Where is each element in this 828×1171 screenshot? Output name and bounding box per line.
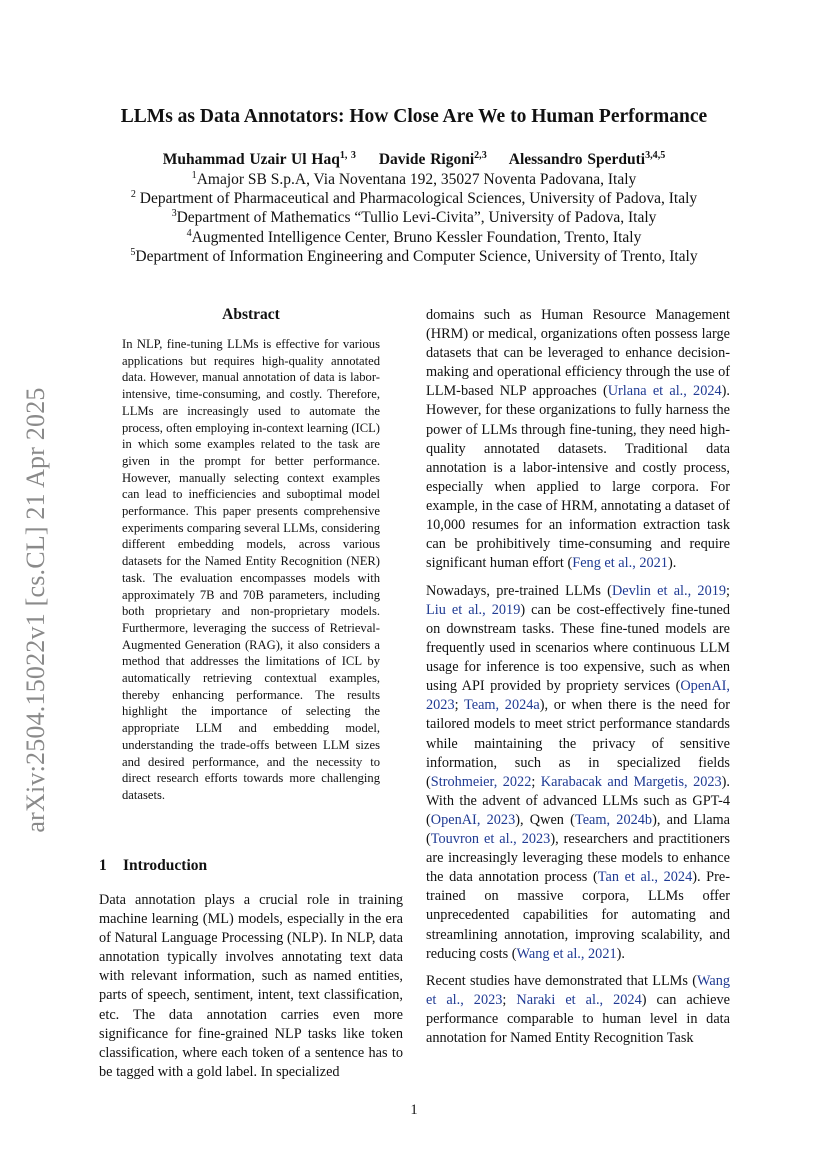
body-text: ). Pre-trained on massive corpora, LLMs offer unprecedented capabilities for automating and streamlining annotation, improving scalability, and reducing costs ( (426, 869, 730, 962)
arxiv-identifier-text: arXiv:2504.15022v1 [cs.CL] 21 Apr 2025 (21, 387, 50, 833)
section-heading-introduction (99, 857, 207, 875)
citation-link[interactable]: Tan et al., 2024 (597, 869, 693, 886)
body-text: ). With the advent of advanced LLMs such as GPT-4 ( (426, 773, 731, 828)
citation-link[interactable]: Strohmeier, 2022 (430, 773, 532, 790)
affiliation-text: Department of Information Engineering and Computer Science, University of Trento, Italy (135, 248, 698, 265)
citation-link[interactable]: Team, 2024b (574, 811, 653, 828)
citation-link[interactable]: Liu et al., 2019 (426, 601, 521, 618)
body-text: ). (667, 555, 677, 572)
affiliation-marker: 3 (171, 207, 177, 219)
author-name: Davide Rigoni (378, 151, 475, 168)
affiliation-line (0, 248, 828, 266)
citation-link[interactable]: Touvron et al., 2023 (430, 831, 551, 848)
body-text: Nowadays, pre-trained LLMs ( (426, 582, 612, 599)
body-text: domains such as Human Resource Management (HRM) or medical, organizations often possess large datasets that can be leveraged to enhance decision-making and operational efficiency through the use of LLM-based NLP approaches ( (426, 307, 730, 400)
citation-link[interactable]: Team, 2024a (464, 697, 540, 714)
author-name: Alessandro Sperduti (508, 151, 646, 168)
affiliation-text: Augmented Intelligence Center, Bruno Kessler Foundation, Trento, Italy (191, 229, 642, 246)
body-text: ; (454, 697, 464, 714)
body-paragraph (426, 972, 730, 1048)
citation-link[interactable]: OpenAI, 2023 (430, 811, 516, 828)
body-text: ), and Llama ( (426, 811, 731, 848)
citation-link[interactable]: Urlana et al., 2024 (607, 383, 722, 400)
body-text: ; (502, 992, 517, 1009)
body-text: ; (726, 582, 731, 599)
intro-paragraph: Data annotation plays a crucial role in training machine learning (ML) models, especially in the era of Natural Language Processing (NLP). In NLP, data annotation typically involves annotating text data with relevant information, such as named entities, parts of speech, sentiment, intent, text classification, etc. The data annotation carries even more significance for fine-grained NLP tasks like token classification, where each token of a sentence has to be tagged with a gold label. In specialized (99, 892, 403, 1080)
body-text: ), or when there is the need for tailored models to meet strict performance standards while maintaining the privacy of sensitive information, such as in specialized fields ( (426, 697, 730, 790)
affiliation-text: Amajor SB S.p.A, Via Noventana 192, 35027 Noventa Padovana, Italy (196, 171, 637, 188)
body-text: ), Qwen ( (515, 811, 575, 828)
affiliation-text: Department of Pharmaceutical and Pharmacological Sciences, University of Padova, Italy (135, 190, 698, 207)
citation-link[interactable]: OpenAI, 2023 (426, 678, 730, 714)
affiliation-line (0, 229, 828, 247)
right-column (426, 306, 730, 1057)
citation-link[interactable]: Devlin et al., 2019 (611, 582, 727, 599)
author-affiliation-marker: 1, 3 (339, 149, 356, 161)
affiliation-marker: 1 (191, 169, 197, 181)
abstract-heading: Abstract (222, 306, 280, 323)
abstract-text: In NLP, fine-tuning LLMs is effective for various applications but requires high-quality annotated data. However, manual annotation of data is labor-intensive, time-consuming, and costly. Therefore, LLMs are increasingly used to automate the process, often employing in-context learning (ICL) in which some examples related to the task are given in the prompt for better performance. However, manually selecting context examples can lead to inefficiencies and suboptimal model performance. This paper presents comprehensive experiments comparing several LLMs, considering different embedding models, across various datasets for the Named Entity Recognition (NER) task. The evaluation encompasses models with approximately 7B and 70B parameters, including both proprietary and non-proprietary models. Furthermore, leveraging the success of Retrieval-Augmented Generation (RAG), it also considers a method that addresses the limitations of ICL by automatically retrieving contextual examples, thereby enhancing performance. The results highlight the importance of selecting the appropriate LLM and embedding model, understanding the trade-offs between LLM sizes and desired performance, and the necessity to direct research efforts towards more challenging datasets. (122, 337, 380, 802)
section-number: 1 (99, 857, 107, 874)
author-list (0, 151, 828, 169)
body-text: ). However, for these organizations to fully harness the power of LLMs through fine-tuning, they need high-quality annotated datasets. Traditional data annotation is a labor-intensive and costly process, especially when applied to large corpora. For example, in the case of HRM, annotating a dataset of 10,000 resumes for an information extraction task can be prohibitively time-consuming and require significant human effort ( (426, 383, 730, 572)
body-text: ) can be cost-effectively fine-tuned on downstream tasks. These fine-tuned models are frequently used in scenarios where continuous LLM usage for inference is too expensive, such as when using API provided by propriety services ( (426, 601, 730, 695)
body-text: Recent studies have demonstrated that LLMs ( (426, 973, 697, 990)
author-affiliation-marker: 3,4,5 (645, 149, 666, 161)
body-text: ) can achieve performance comparable to human level in data annotation for Named Entity Recognition Task (426, 992, 731, 1047)
body-text: ; (531, 773, 541, 790)
citation-link[interactable]: Wang et al., 2023 (426, 973, 730, 1009)
author-name: Muhammad Uzair Ul Haq (162, 151, 340, 168)
affiliation-line (0, 209, 828, 227)
body-text: ), researchers and practitioners are increasingly leveraging these models to enhance the data annotation process ( (426, 831, 730, 886)
citation-link[interactable]: Karabacak and Margetis, 2023 (540, 773, 722, 790)
affiliation-line (0, 190, 828, 208)
paper-title: LLMs as Data Annotators: How Close Are We to Human Performance (120, 106, 708, 127)
affiliation-line (0, 171, 828, 189)
arxiv-identifier (18, 360, 54, 860)
citation-link[interactable]: Wang et al., 2021 (516, 945, 617, 962)
author-affiliation-marker: 2,3 (474, 149, 487, 161)
section-title: Introduction (123, 857, 208, 874)
affiliation-marker: 5 (130, 246, 136, 258)
affiliation-marker: 4 (186, 227, 192, 239)
body-text: ). (616, 945, 625, 962)
affiliation-text: Department of Mathematics “Tullio Levi-Civita”, University of Padova, Italy (176, 209, 657, 226)
page-number: 1 (410, 1102, 418, 1118)
body-paragraph (426, 306, 730, 573)
citation-link[interactable]: Naraki et al., 2024 (516, 992, 642, 1009)
body-paragraph (426, 582, 730, 964)
affiliation-marker: 2 (130, 188, 136, 200)
citation-link[interactable]: Feng et al., 2021 (572, 555, 668, 572)
